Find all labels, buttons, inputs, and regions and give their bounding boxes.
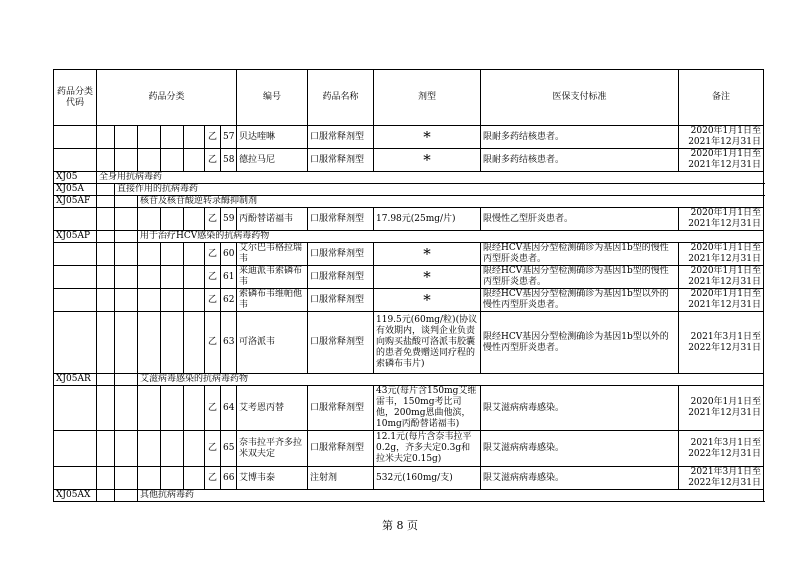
category-spacer (97, 266, 115, 289)
drug-no: 66 (221, 467, 237, 490)
drug-no: 58 (221, 149, 237, 172)
validity-to: 2021年12月31日 (688, 408, 761, 418)
drug-pay: 119.5元(60mg/粒)(协议有效期内，谈判企业负责向购买盐酸可洛派韦胶囊的患者免费赠送同疗程的索磷布韦片) (374, 312, 481, 374)
drug-name: 丙酚替诺福韦 (237, 208, 308, 231)
header-name: 药品名称 (308, 70, 374, 126)
drug-no: 62 (221, 289, 237, 312)
category-row (54, 172, 764, 184)
header-no: 编号 (237, 70, 308, 126)
drug-no: 64 (221, 386, 237, 431)
category-spacer (115, 126, 138, 149)
drug-name: 德拉马尼 (237, 149, 308, 172)
category-spacer (184, 312, 205, 374)
category-label: 艾滋病毒感染的抗病毒药物 (138, 374, 764, 386)
category-spacer (115, 374, 138, 386)
drug-row (54, 431, 764, 467)
drug-note: 限经HCV基因分型检测确诊为基因1b型以外的慢性丙型肝炎患者。 (481, 289, 679, 312)
page-footer: 第 8 页 (382, 519, 418, 532)
drug-form: 注射剂 (308, 467, 374, 490)
validity-to: 2022年12月31日 (688, 478, 761, 488)
category-spacer (138, 266, 161, 289)
drug-validity (679, 266, 764, 289)
drug-validity (679, 126, 764, 149)
drug-note: 限经HCV基因分型检测确诊为基因1b型的慢性丙型肝炎患者。 (481, 243, 679, 266)
validity-from: 2020年1月1日至 (690, 289, 761, 299)
drug-form: 口服常释剂型 (308, 289, 374, 312)
drug-name: 贝达喹啉 (237, 126, 308, 149)
drug-grade: 乙 (205, 289, 221, 312)
drug-pay: * (374, 126, 481, 149)
category-spacer (97, 312, 115, 374)
category-label: 用于治疗HCV感染的抗病毒药物 (138, 231, 764, 243)
drug-validity (679, 289, 764, 312)
category-spacer (161, 312, 184, 374)
category-spacer (138, 208, 161, 231)
header-pay: 医保支付标准 (481, 70, 679, 126)
category-spacer (97, 184, 115, 196)
drug-grade: 乙 (205, 243, 221, 266)
category-code: XJ05AF (54, 196, 97, 208)
drug-validity (679, 243, 764, 266)
drug-row (54, 149, 764, 172)
category-spacer (138, 312, 161, 374)
category-row (54, 196, 764, 208)
category-spacer (184, 243, 205, 266)
category-spacer (97, 126, 115, 149)
drug-form: 口服常释剂型 (308, 312, 374, 374)
drug-note: 限经HCV基因分型检测确诊为基因1b型以外的慢性丙型肝炎患者。 (481, 312, 679, 374)
category-spacer (184, 467, 205, 490)
category-row (54, 374, 764, 386)
drug-pay: 43元(每片含150mg艾维雷韦，150mg考比司他，200mg恩曲他滨，10mg丙酚替诺福韦) (374, 386, 481, 431)
category-spacer (138, 149, 161, 172)
validity-to: 2021年12月31日 (688, 254, 761, 264)
drug-grade: 乙 (205, 149, 221, 172)
drug-grade: 乙 (205, 266, 221, 289)
category-row (54, 184, 764, 196)
category-spacer (115, 208, 138, 231)
category-spacer (184, 386, 205, 431)
category-spacer (161, 149, 184, 172)
drug-validity (679, 312, 764, 374)
category-spacer (97, 374, 115, 386)
drug-form: 口服常释剂型 (308, 386, 374, 431)
drug-no: 60 (221, 243, 237, 266)
drug-validity (679, 386, 764, 431)
drug-form: 口服常释剂型 (308, 126, 374, 149)
category-spacer (97, 467, 115, 490)
drug-form: 口服常释剂型 (308, 149, 374, 172)
drug-row (54, 312, 764, 374)
category-spacer (138, 386, 161, 431)
category-spacer (97, 490, 115, 502)
drug-grade: 乙 (205, 386, 221, 431)
drug-row (54, 243, 764, 266)
category-spacer (97, 386, 115, 431)
validity-from: 2021年3月1日至 (690, 331, 761, 342)
category-row (54, 231, 764, 243)
drug-note: 限慢性乙型肝炎患者。 (481, 208, 679, 231)
category-spacer (115, 266, 138, 289)
category-spacer (97, 149, 115, 172)
drug-note: 限艾滋病病毒感染。 (481, 386, 679, 431)
header-form: 剂型 (374, 70, 481, 126)
row-code (54, 467, 97, 490)
category-spacer (138, 243, 161, 266)
category-code: XJ05AX (54, 490, 97, 502)
row-code (54, 149, 97, 172)
row-code (54, 312, 97, 374)
header-row (54, 70, 764, 126)
category-spacer (115, 243, 138, 266)
drug-grade: 乙 (205, 208, 221, 231)
category-spacer (97, 243, 115, 266)
validity-to: 2022年12月31日 (688, 448, 761, 459)
category-spacer (184, 266, 205, 289)
category-spacer (115, 231, 138, 243)
drug-note: 限经HCV基因分型检测确诊为基因1b型的慢性丙型肝炎患者。 (481, 266, 679, 289)
validity-from: 2020年1月1日至 (690, 243, 761, 253)
category-spacer (115, 312, 138, 374)
category-spacer (97, 231, 115, 243)
category-spacer (184, 431, 205, 467)
category-code: XJ05AR (54, 374, 97, 386)
category-spacer (115, 490, 138, 502)
category-spacer (97, 431, 115, 467)
drug-grade: 乙 (205, 467, 221, 490)
validity-from: 2020年1月1日至 (690, 208, 761, 218)
drug-grade: 乙 (205, 312, 221, 374)
drug-note: 限艾滋病病毒感染。 (481, 431, 679, 467)
category-spacer (184, 208, 205, 231)
drug-no: 61 (221, 266, 237, 289)
validity-from: 2020年1月1日至 (690, 126, 761, 136)
category-spacer (138, 126, 161, 149)
drug-pay: 532元(160mg/支) (374, 467, 481, 490)
category-row (54, 490, 764, 502)
drug-form: 口服常释剂型 (308, 243, 374, 266)
drug-form: 口服常释剂型 (308, 266, 374, 289)
category-code: XJ05 (54, 172, 97, 184)
drug-row (54, 126, 764, 149)
drug-name: 艾尔巴韦格拉瑞韦 (237, 243, 308, 266)
category-label: 其他抗病毒药 (138, 490, 764, 502)
validity-from: 2021年3月1日至 (690, 467, 761, 477)
category-spacer (161, 126, 184, 149)
drug-pay: 17.98元(25mg/片) (374, 208, 481, 231)
drug-validity (679, 208, 764, 231)
drug-note: 限耐多药结核患者。 (481, 126, 679, 149)
category-spacer (161, 208, 184, 231)
drug-note: 限耐多药结核患者。 (481, 149, 679, 172)
category-spacer (138, 467, 161, 490)
row-code (54, 126, 97, 149)
row-code (54, 243, 97, 266)
drug-name: 来迪派韦索磷布韦 (237, 266, 308, 289)
drug-form: 口服常释剂型 (308, 431, 374, 467)
category-spacer (115, 289, 138, 312)
category-label: 直接作用的抗病毒药 (115, 184, 764, 196)
drug-grade: 乙 (205, 431, 221, 467)
drug-row (54, 386, 764, 431)
drug-name: 可洛派韦 (237, 312, 308, 374)
category-label: 全身用抗病毒药 (97, 172, 764, 184)
validity-from: 2021年3月1日至 (690, 437, 761, 448)
drug-name: 艾考恩丙替 (237, 386, 308, 431)
drug-row (54, 266, 764, 289)
drug-pay: * (374, 243, 481, 266)
category-spacer (115, 386, 138, 431)
header-code: 药品分类代码 (54, 70, 97, 126)
drug-name: 奈韦拉平齐多拉米双夫定 (237, 431, 308, 467)
validity-to: 2021年12月31日 (688, 160, 761, 170)
drug-no: 57 (221, 126, 237, 149)
category-spacer (97, 196, 115, 208)
category-spacer (115, 149, 138, 172)
category-spacer (115, 467, 138, 490)
category-spacer (184, 289, 205, 312)
drug-validity (679, 149, 764, 172)
drug-no: 63 (221, 312, 237, 374)
drug-pay: 12.1元(每片含奈韦拉平0.2g，齐多夫定0.3g和拉米夫定0.15g) (374, 431, 481, 467)
category-spacer (161, 386, 184, 431)
drug-name: 索磷布韦维帕他韦 (237, 289, 308, 312)
category-code: XJ05AP (54, 231, 97, 243)
row-code (54, 431, 97, 467)
validity-to: 2022年12月31日 (688, 342, 761, 353)
validity-from: 2020年1月1日至 (690, 149, 761, 159)
validity-to: 2021年12月31日 (688, 277, 761, 287)
row-code (54, 386, 97, 431)
category-spacer (161, 431, 184, 467)
row-code (54, 208, 97, 231)
drug-pay: * (374, 289, 481, 312)
drug-no: 65 (221, 431, 237, 467)
validity-to: 2021年12月31日 (688, 137, 761, 147)
category-spacer (161, 243, 184, 266)
category-label: 核苷及核苷酸逆转录酶抑制剂 (138, 196, 764, 208)
category-code: XJ05A (54, 184, 97, 196)
drug-form: 口服常释剂型 (308, 208, 374, 231)
drug-pay: * (374, 149, 481, 172)
validity-from: 2020年1月1日至 (690, 266, 761, 276)
drug-name: 艾博韦泰 (237, 467, 308, 490)
category-spacer (138, 431, 161, 467)
validity-from: 2020年1月1日至 (690, 397, 761, 407)
category-spacer (161, 266, 184, 289)
validity-to: 2021年12月31日 (688, 300, 761, 310)
drug-pay: * (374, 266, 481, 289)
drug-row (54, 208, 764, 231)
category-spacer (97, 208, 115, 231)
row-code (54, 266, 97, 289)
validity-to: 2021年12月31日 (688, 219, 761, 229)
category-spacer (115, 431, 138, 467)
drug-validity (679, 467, 764, 490)
category-spacer (97, 289, 115, 312)
category-spacer (115, 196, 138, 208)
category-spacer (161, 289, 184, 312)
category-spacer (161, 467, 184, 490)
drug-validity (679, 431, 764, 467)
category-spacer (184, 149, 205, 172)
drug-table (53, 69, 764, 502)
drug-note: 限艾滋病病毒感染。 (481, 467, 679, 490)
header-category: 药品分类 (97, 70, 237, 126)
drug-no: 59 (221, 208, 237, 231)
drug-grade: 乙 (205, 126, 221, 149)
category-spacer (138, 289, 161, 312)
header-note: 备注 (679, 70, 764, 126)
row-code (54, 289, 97, 312)
drug-row (54, 467, 764, 490)
drug-row (54, 289, 764, 312)
category-spacer (184, 126, 205, 149)
